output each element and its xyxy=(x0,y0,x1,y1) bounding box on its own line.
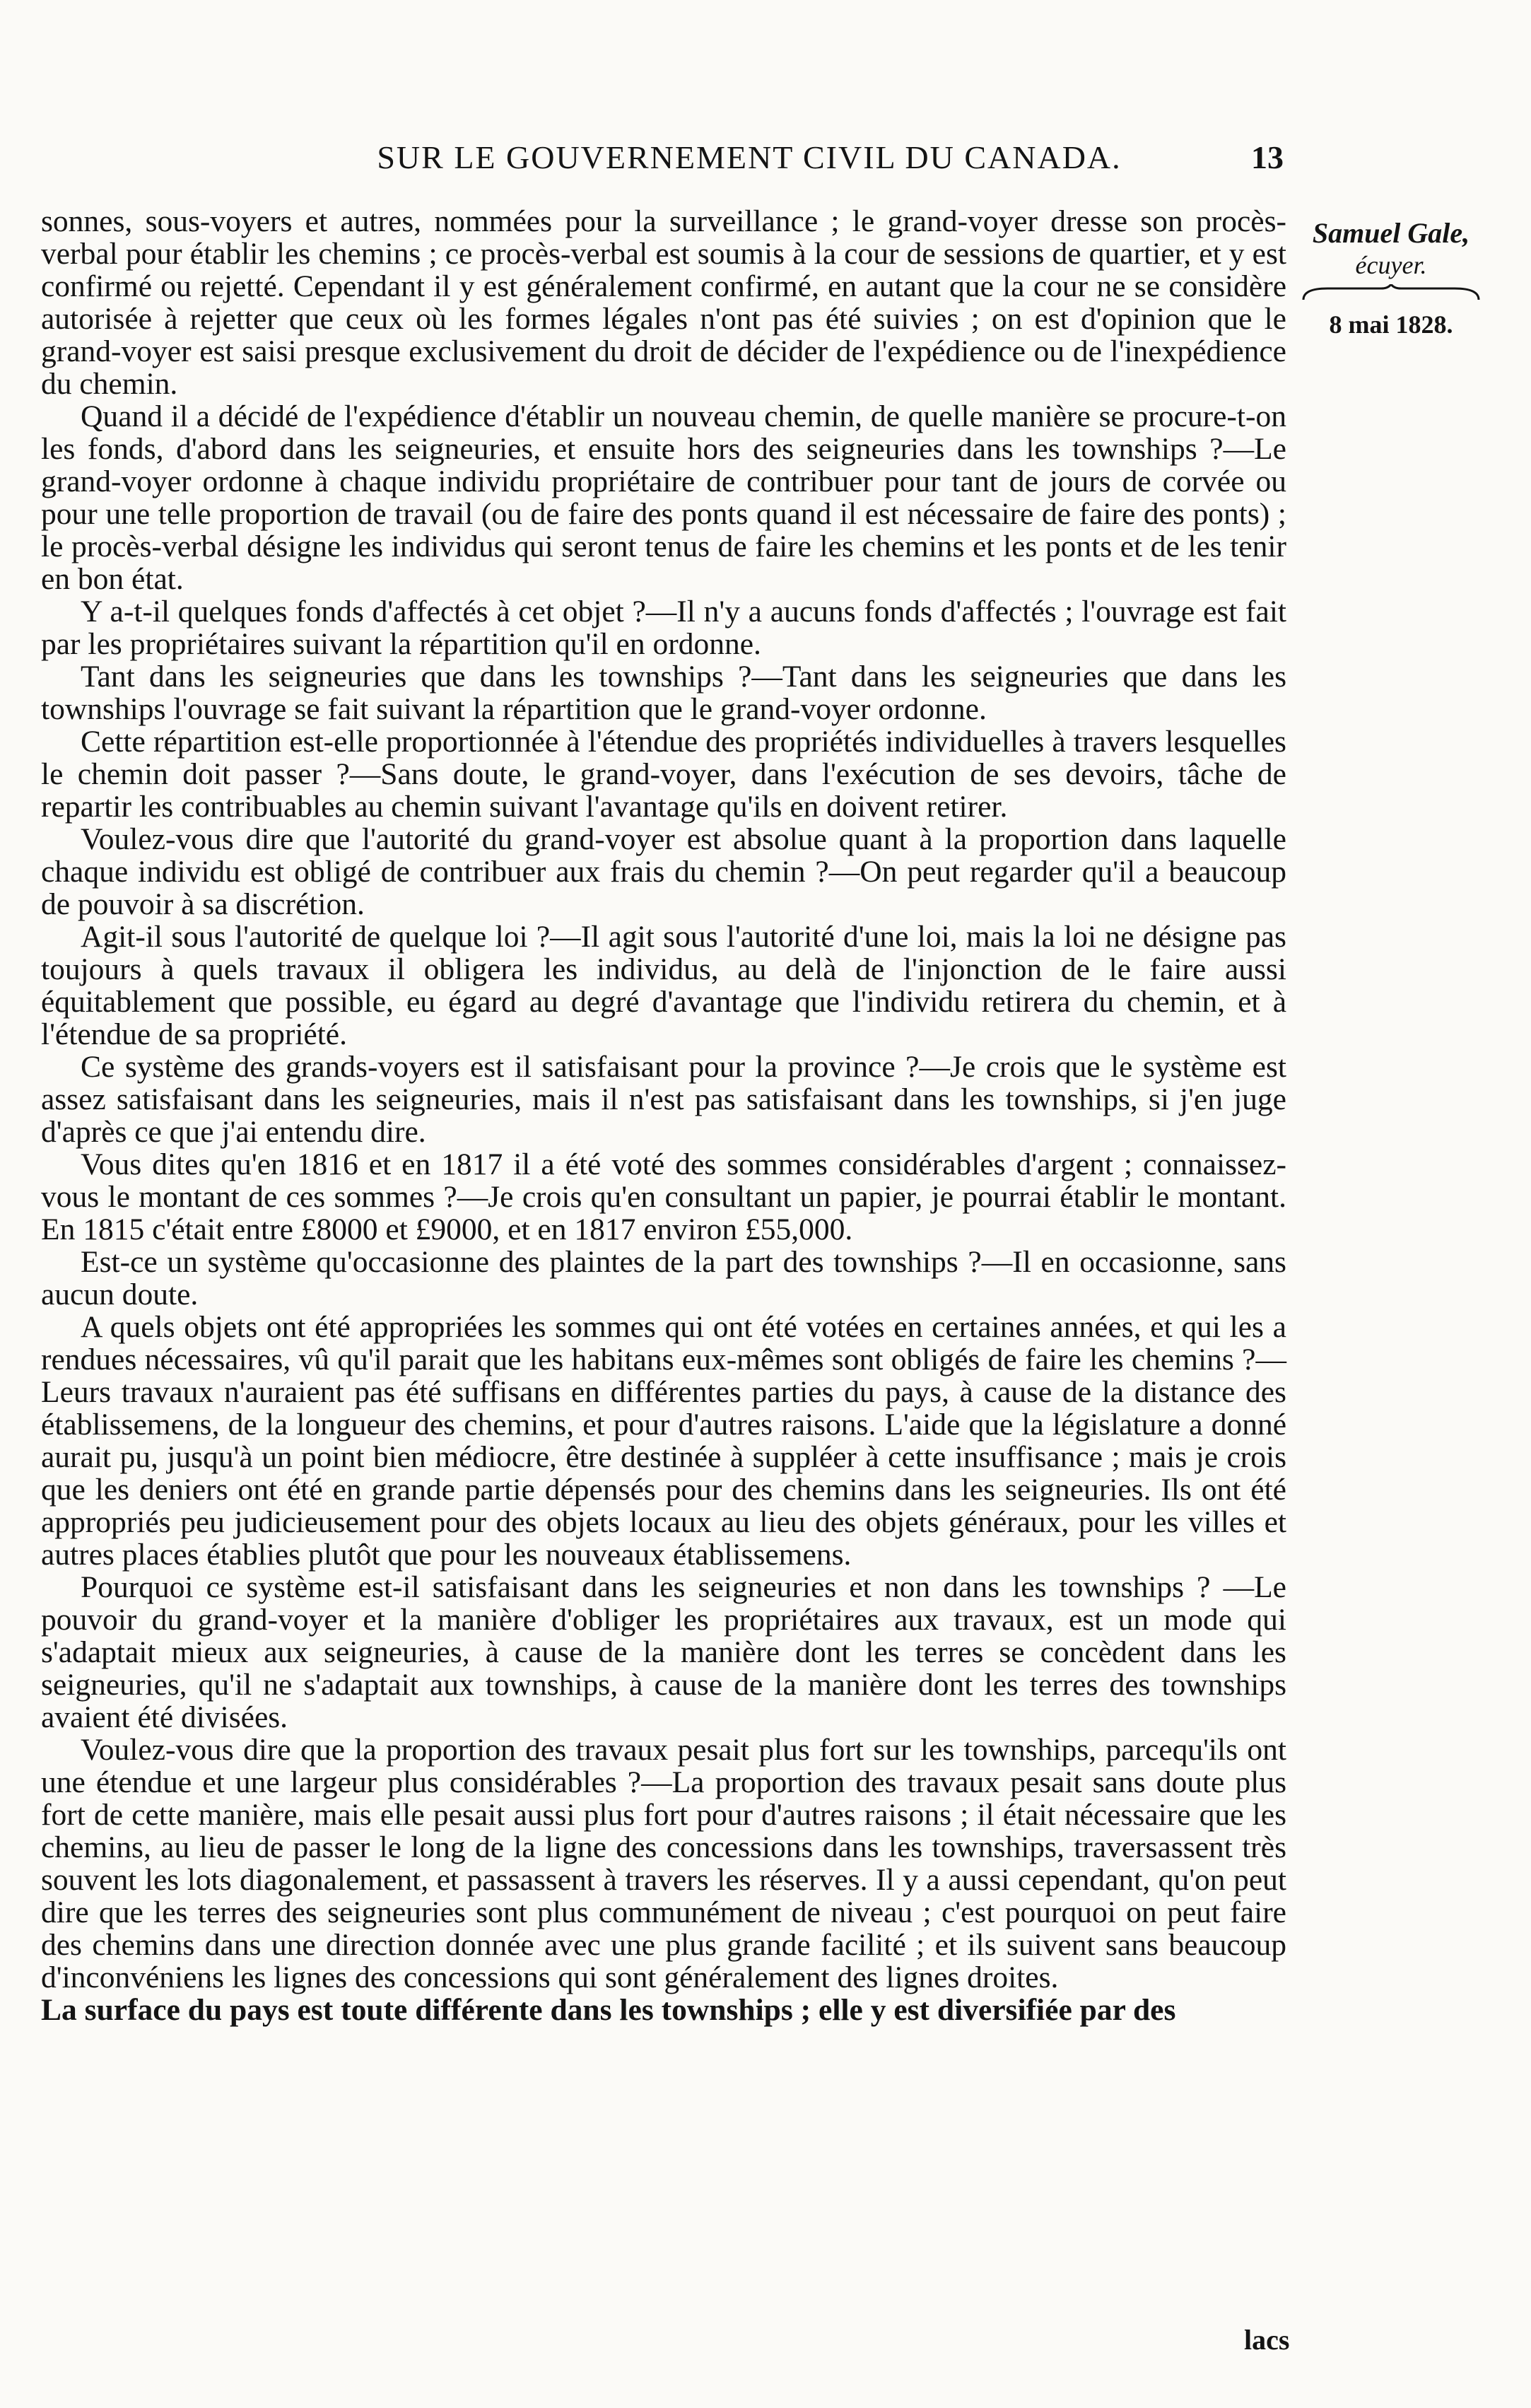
margin-note-name: Samuel Gale, xyxy=(1312,217,1470,249)
paragraph: La surface du pays est toute différente dans les townships ; elle y est diversifiée par des xyxy=(41,1993,1176,2027)
paragraph: Voulez-vous dire que l'autorité du grand-voyer est absolue quant à la proportion dans laquelle chaque individu est obligé de contribuer aux frais du chemin ?—On peut regarder qu'il a beaucoup de pouvoir à sa discrétion. xyxy=(41,822,1286,921)
paragraph: Voulez-vous dire que la proportion des travaux pesait plus fort sur les townships, parcequ'ils ont une étendue et une largeur plus considérables ?—La proportion des travaux pesait sans doute plus fort de cette manière, mais elle pesait aussi plus fort pour d'autres raisons ; il était nécessaire que les chemins, au lieu de passer le long de la ligne des concessions dans les townships, traversassent très souvent les lots diagonalement, et passassent à travers les réserves. Il y a aussi cependant, qu'on peut dire que les terres des seigneuries sont plus communément de niveau ; c'est pourquoi on peut faire des chemins dans une direction donnée avec une plus grande facilité ; et ils suivent sans beaucoup d'inconvéniens les lignes des concessions qui sont généralement des lignes droites. xyxy=(41,1733,1286,1994)
margin-brace-icon xyxy=(1299,284,1483,303)
paragraph: sonnes, sous-voyers et autres, nommées pour la surveillance ; le grand-voyer dresse son procès-verbal pour établir les chemins ; ce procès-verbal est soumis à la cour de sessions de quartier, et y est confirmé ou rejetté. Cependant il y est généralement confirmé, en autant que la cour ne se considère autorisée à rejetter que ceux où les formes légales n'ont pas été suivies ; on est d'opinion que le grand-voyer est saisi presque exclusivement du droit de décider de l'expédience ou de l'inexpédience du chemin. xyxy=(41,204,1286,401)
paragraph: Y a-t-il quelques fonds d'affectés à cet objet ?—Il n'y a aucuns fonds d'affectés ; l'ouvrage est fait par les propriétaires suivant la répartition qu'il en ordonne. xyxy=(41,595,1286,661)
catchword: lacs xyxy=(1244,2324,1290,2356)
paragraph: Tant dans les seigneuries que dans les townships ?—Tant dans les seigneuries que dans les townships l'ouvrage se fait suivant la répartition que le grand-voyer ordonne. xyxy=(41,660,1286,726)
paragraph: Est-ce un système qu'occasionne des plaintes de la part des townships ?—Il en occasionne, sans aucun doute. xyxy=(41,1245,1286,1311)
paragraph: Agit-il sous l'autorité de quelque loi ?—Il agit sous l'autorité d'une loi, mais la loi ne désigne pas toujours à quels travaux il obligera les individus, au delà de l'injonction de le faire aussi équitablement que possible, eu égard au degré d'avantage que l'individu retirera du chemin, et à l'étendue de sa propriété. xyxy=(41,920,1286,1051)
paragraph: Quand il a décidé de l'expédience d'établir un nouveau chemin, de quelle manière se procure-t-on les fonds, d'abord dans les seigneuries, et ensuite hors des seigneuries dans les townships ?—Le grand-voyer ordonne à chaque individu propriétaire de contribuer pour tant de jours de corvée ou pour une telle proportion de travail (ou de faire des ponts quand il est nécessaire de faire des ponts) ; le procès-verbal désigne les individus qui seront tenus de faire les chemins et les ponts et de les tenir en bon état. xyxy=(41,399,1286,596)
page-number: 13 xyxy=(1251,139,1284,175)
margin-note-title: écuyer. xyxy=(1355,251,1427,279)
paragraph: Cette répartition est-elle proportionnée à l'étendue des propriétés individuelles à travers lesquelles le chemin doit passer ?—Sans doute, le grand-voyer, dans l'exécution de ses devoirs, tâche de repartir les contribuables au chemin suivant l'avantage qu'ils en doivent retirer. xyxy=(41,725,1286,824)
paragraph: Pourquoi ce système est-il satisfaisant dans les seigneuries et non dans les townships ? —Le pouvoir du grand-voyer et la manière d'obliger les propriétaires aux travaux, est un mode qui s'adaptait mieux aux seigneuries, à cause de la manière dont les terres se concèdent dans les seigneuries, qu'il ne s'adaptait aux townships, à cause de la manière dont les terres des townships avaient été divisées. xyxy=(41,1570,1286,1734)
paragraph: Ce système des grands-voyers est il satisfaisant pour la province ?—Je crois que le système est assez satisfaisant dans les seigneuries, mais il n'est pas satisfaisant dans les townships, si j'en juge d'après ce que j'ai entendu dire. xyxy=(41,1050,1286,1149)
margin-note-date: 8 mai 1828. xyxy=(1329,310,1453,339)
running-title: SUR LE GOUVERNEMENT CIVIL DU CANADA. xyxy=(377,139,1122,175)
paragraph: Vous dites qu'en 1816 et en 1817 il a été voté des sommes considérables d'argent ; connaissez-vous le montant de ces sommes ?—Je crois qu'en consultant un papier, je pourrai établir le montant. En 1815 c'était entre £8000 et £9000, et en 1817 environ £55,000. xyxy=(41,1147,1286,1246)
body-text xyxy=(41,205,1286,2026)
paragraph: A quels objets ont été appropriées les sommes qui ont été votées en certaines années, et qui les a rendues nécessaires, vû qu'il parait que les habitans eux-mêmes sont obligés de faire les chemins ?—Leurs travaux n'auraient pas été suffisans en différentes parties du pays, à cause de la distance des établissemens, de la longueur des chemins, et pour d'autres raisons. L'aide que la législature a donné aurait pu, jusqu'à un point bien médiocre, être destinée à suppléer à cette insuffisance ; mais je crois que les deniers ont été en grande partie dépensés pour des chemins dans les seigneuries. Ils ont été appropriés peu judicieusement pour des objets locaux au lieu des objets généraux, pour les villes et autres places établies plutôt que pour les nouveaux établissemens. xyxy=(41,1310,1286,1572)
